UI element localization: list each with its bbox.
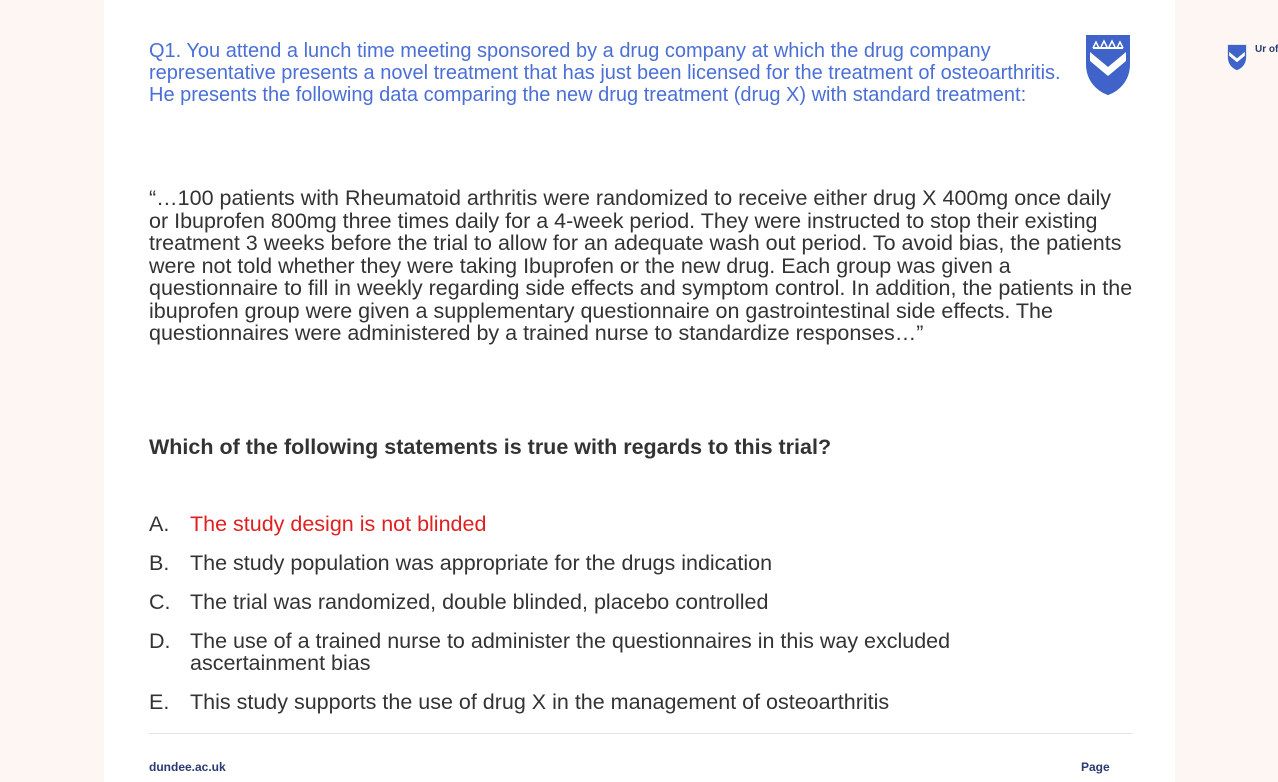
answer-option-b[interactable] xyxy=(149,552,1049,574)
question-text: Q1. You attend a lunch time meeting sponsored by a drug company at which the drug company representative presents a novel treatment that has just been licensed for the treatment of osteoarthritis. He presents the following data comparing the new drug treatment (drug X) with standard treatment: xyxy=(149,40,1061,106)
option-letter: A. xyxy=(149,512,170,536)
option-text: This study supports the use of drug X in the management of osteoarthritis xyxy=(190,690,890,714)
footer-website-link[interactable]: dundee.ac.uk xyxy=(149,760,226,774)
question-prompt: Which of the following statements is true with regards to this trial? xyxy=(149,435,832,459)
footer-page-label: Page xyxy=(1081,760,1110,774)
university-crest-small-icon xyxy=(1227,44,1247,71)
scenario-quote: “…100 patients with Rheumatoid arthritis were randomized to receive either drug X 400mg once daily or Ibuprofen 800mg three times daily for a 4-week period. They were instructed to stop their existing treatment 3 weeks before the trial to allow for an adequate wash out period. To avoid bias, the patients were not told whether they were taking Ibuprofen or the new drug. Each group was given a questionnaire to fill in weekly regarding side effects and symptom control. In addition, the patients in the ibuprofen group were given a supplementary questionnaire on gastrointestinal side effects. The questionnaires were administered by a trained nurse to standardize responses…” xyxy=(149,186,1133,345)
option-text: The study population was appropriate for the drugs indication xyxy=(190,551,773,575)
university-crest-icon xyxy=(1085,34,1131,96)
answer-option-e[interactable] xyxy=(149,691,1049,713)
option-text: The trial was randomized, double blinded, placebo controlled xyxy=(190,590,769,614)
answer-options-list xyxy=(149,513,1049,730)
option-letter: C. xyxy=(149,590,171,614)
side-logo-text: Ur of xyxy=(1255,44,1278,55)
answer-option-d[interactable] xyxy=(149,630,1049,674)
option-letter: D. xyxy=(149,629,171,653)
option-letter: E. xyxy=(149,690,170,714)
option-text: The study design is not blinded xyxy=(190,512,487,536)
option-letter: B. xyxy=(149,551,170,575)
answer-option-c[interactable] xyxy=(149,591,1049,613)
answer-option-a[interactable] xyxy=(149,513,1049,535)
option-text: The use of a trained nurse to administer the questionnaires in this way excluded ascertainment bias xyxy=(190,629,951,675)
footer-divider xyxy=(149,733,1133,734)
